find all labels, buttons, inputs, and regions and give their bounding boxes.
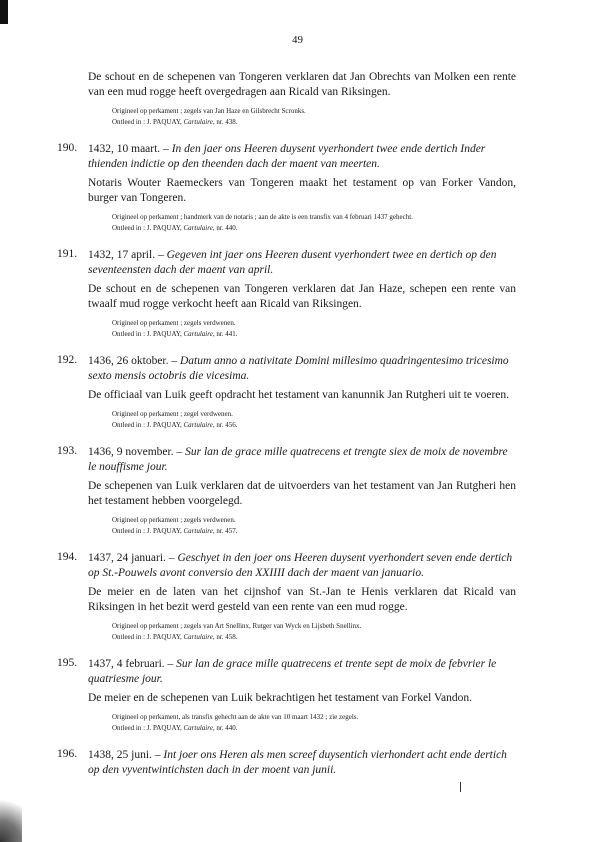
entry-date: 1432, 10 maart. – bbox=[88, 143, 172, 155]
entry-number: 196. bbox=[57, 748, 78, 760]
edition-prefix: Ontleed in : J. PAQUAY, bbox=[112, 118, 184, 126]
entry-edition-note bbox=[112, 329, 516, 340]
entry-heading bbox=[88, 748, 516, 778]
entry-edition-note bbox=[112, 526, 516, 537]
entry-intro bbox=[88, 70, 516, 128]
entry-number: 195. bbox=[57, 657, 78, 669]
entry-number: 191. bbox=[57, 248, 78, 260]
entry-196 bbox=[57, 748, 516, 778]
entry-incipit: In den jaer ons Heeren duysent vyerhondert twee ende dertich Inder thienden indictie op den theenden dach der maent van meerten. bbox=[88, 143, 486, 170]
entry-number: 192. bbox=[57, 354, 78, 366]
entry-summary: De meier en de laten van het cijnshof van St.-Jan te Henis verklaren dat Ricald van Riksingen in het bezit werd gesteld van een rente van een mud rogge. bbox=[88, 586, 516, 613]
entry-incipit: Gegeven int jaer ons Heeren dusent vyerhondert twee en dertich op den seventeensten dach der maent van april. bbox=[88, 249, 497, 276]
entry-number: 193. bbox=[57, 445, 78, 457]
entry-edition-note bbox=[112, 117, 516, 128]
entry-193 bbox=[57, 445, 516, 537]
edition-title: Cartulaire bbox=[183, 633, 213, 641]
entry-summary: De schout en de schepenen van Tongeren verklaren dat Jan Obrechts van Molken een rente van een mud rogge heeft overgedragen aan Ricald van Riksingen. bbox=[88, 71, 516, 98]
entry-summary: De schout en de schepenen van Tongeren verklaren dat Jan Haze, schepen een rente van twaalf mud rogge verkocht heeft aan Ricald van Riksingen. bbox=[88, 283, 516, 310]
entry-heading bbox=[88, 657, 516, 687]
edition-prefix: Ontleed in : J. PAQUAY, bbox=[112, 330, 184, 338]
edition-ref: , nr. 441. bbox=[212, 330, 238, 338]
entry-incipit: Int joer ons Heren als men screef duysentich vierhondert acht ende dertich op den vyventwintichsten dach in der moent van junii. bbox=[88, 749, 507, 776]
entry-summary: De officiaal van Luik geeft opdracht het testament van kanunnik Jan Rutgheri uit te voeren. bbox=[88, 389, 509, 401]
entry-incipit: Datum anno a nativitate Domini millesimo quadringentesimo tricesimo sexto mensis octobris die vicesima. bbox=[88, 355, 509, 382]
edition-ref: , nr. 438. bbox=[212, 118, 238, 126]
edition-title: Cartulaire bbox=[183, 421, 213, 429]
entry-summary: Notaris Wouter Raemeckers van Tongeren maakt het testament op van Forker Vandon, burger van Tongeren. bbox=[88, 177, 516, 204]
entry-number: 194. bbox=[57, 551, 78, 563]
entry-original-note: Origineel op perkament ; zegels verdwenen. bbox=[112, 516, 236, 524]
entry-heading bbox=[88, 551, 516, 581]
entry-number: 190. bbox=[57, 142, 78, 154]
entry-original-note: Origineel op perkament ; handmerk van de notaris ; aan de akte is een transfix van 4 februari 1437 gehecht. bbox=[112, 213, 413, 221]
edition-title: Cartulaire bbox=[183, 724, 213, 732]
entry-incipit: Sur lan de grace mille quatrecens et trente sept de moix de febvrier le quatriesme jour. bbox=[88, 658, 497, 685]
edition-ref: , nr. 457. bbox=[212, 527, 238, 535]
entry-edition-note bbox=[112, 723, 516, 734]
edition-ref: , nr. 440. bbox=[212, 724, 238, 732]
page-number: 49 bbox=[292, 34, 303, 46]
entry-heading bbox=[88, 142, 516, 172]
entry-date: 1432, 17 april. – bbox=[88, 249, 167, 261]
entry-date: 1436, 9 november. – bbox=[88, 446, 186, 458]
entry-incipit: Geschyet in den joer ons Heeren duysent vyerhondert seven ende dertich op St.-Pouwels avont conversio den XXIIII dach der maent van januario. bbox=[88, 552, 513, 579]
entry-date: 1437, 24 januari. – bbox=[88, 552, 178, 564]
scan-edge-mark bbox=[0, 0, 8, 24]
edition-title: Cartulaire bbox=[183, 118, 213, 126]
edition-title: Cartulaire bbox=[183, 330, 213, 338]
edition-prefix: Ontleed in : J. PAQUAY, bbox=[112, 633, 184, 641]
edition-title: Cartulaire bbox=[183, 224, 213, 232]
entry-edition-note bbox=[112, 420, 516, 431]
entry-heading bbox=[88, 445, 516, 475]
entry-original-note: Origineel op perkament ; zegel verdwenen. bbox=[112, 410, 233, 418]
edition-prefix: Ontleed in : J. PAQUAY, bbox=[112, 527, 184, 535]
edition-ref: , nr. 440. bbox=[212, 224, 238, 232]
entry-summary: De meier en de schepenen van Luik bekrachtigen het testament van Forkel Vandon. bbox=[88, 692, 472, 704]
entry-190 bbox=[57, 142, 516, 234]
entry-date: 1438, 25 juni. – bbox=[88, 749, 164, 761]
entry-original-note: Origineel op perkament ; zegels van Jan Haze en Gilsbrecht Scronks. bbox=[112, 107, 306, 115]
entry-edition-note bbox=[112, 223, 516, 234]
entry-date: 1437, 4 februari. – bbox=[88, 658, 177, 670]
edition-prefix: Ontleed in : J. PAQUAY, bbox=[112, 724, 184, 732]
entry-original-note: Origineel op perkament ; zegels verdwenen. bbox=[112, 319, 236, 327]
edition-title: Cartulaire bbox=[183, 527, 213, 535]
entry-summary: De schepenen van Luik verklaren dat de uitvoerders van het testament van Jan Rutgheri hen het testament hebben voorgelegd. bbox=[88, 480, 516, 507]
entry-heading bbox=[88, 354, 516, 384]
entry-heading bbox=[88, 248, 516, 278]
entry-original-note: Origineel op perkament, als transfix gehecht aan de akte van 10 maart 1432 ; zie zegels. bbox=[112, 713, 359, 721]
entry-195 bbox=[57, 657, 516, 734]
scan-shadow bbox=[0, 794, 22, 842]
entry-191 bbox=[57, 248, 516, 340]
entry-192 bbox=[57, 354, 516, 431]
entry-incipit: Sur lan de grace mille quatrecens et trengte siex de moix de novembre le nouffisme jour. bbox=[88, 446, 508, 473]
entry-194 bbox=[57, 551, 516, 643]
document-body bbox=[57, 70, 516, 792]
entry-edition-note bbox=[112, 632, 516, 643]
edition-prefix: Ontleed in : J. PAQUAY, bbox=[112, 421, 184, 429]
edition-ref: , nr. 456. bbox=[212, 421, 238, 429]
entry-original-note: Origineel op perkament ; zegels van Art Snellinx, Rutger van Wyck en Lijsbeth Snellinx. bbox=[112, 622, 362, 630]
edition-ref: , nr. 458. bbox=[212, 633, 238, 641]
edition-prefix: Ontleed in : J. PAQUAY, bbox=[112, 224, 184, 232]
entry-date: 1436, 26 oktober. – bbox=[88, 355, 180, 367]
